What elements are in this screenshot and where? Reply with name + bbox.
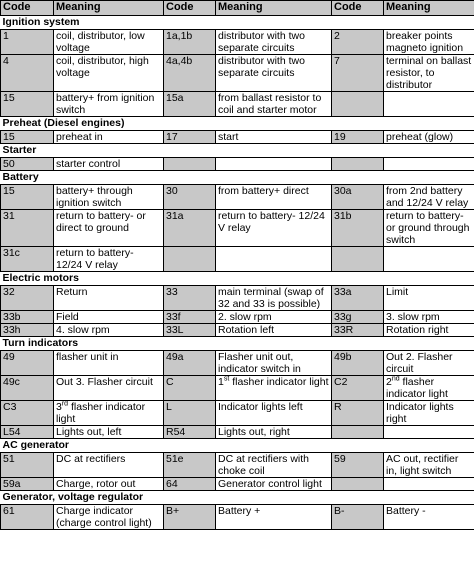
section-header-row	[1, 171, 474, 185]
meaning-cell: distributor with two separate circuits	[216, 30, 332, 55]
section-title: Turn indicators	[1, 337, 474, 351]
code-cell: R	[332, 401, 384, 426]
meaning-cell: Flasher unit out, indicator switch in	[216, 351, 332, 376]
code-cell: 32	[1, 286, 54, 311]
header-row	[1, 1, 474, 16]
table-row	[1, 351, 474, 376]
meaning-cell: preheat (glow)	[384, 131, 474, 144]
meaning-cell	[54, 401, 164, 426]
code-cell: 19	[332, 131, 384, 144]
ordinal-number: 2	[386, 376, 392, 388]
code-cell: 31	[1, 210, 54, 247]
code-cell: 59	[332, 453, 384, 478]
code-cell: 33L	[164, 324, 216, 337]
meaning-cell: 3. slow rpm	[384, 311, 474, 324]
meaning-cell: Out 2. Flasher circuit	[384, 351, 474, 376]
meaning-cell: Rotation left	[216, 324, 332, 337]
meaning-cell: Charge indicator (charge control light)	[54, 505, 164, 530]
section-header-row	[1, 272, 474, 286]
code-cell: 61	[1, 505, 54, 530]
code-cell: 4	[1, 55, 54, 92]
code-cell: 30a	[332, 185, 384, 210]
meaning-cell: battery+ from ignition switch	[54, 92, 164, 117]
section-title: Generator, voltage regulator	[1, 491, 474, 505]
meaning-cell: 4. slow rpm	[54, 324, 164, 337]
ordinal-suffix: st	[223, 375, 230, 383]
section-title: Battery	[1, 171, 474, 185]
column-header-meaning: Meaning	[54, 1, 164, 16]
column-header-code: Code	[1, 1, 54, 16]
meaning-cell: Field	[54, 311, 164, 324]
table-row	[1, 55, 474, 92]
code-cell: 49c	[1, 376, 54, 401]
code-cell: 49	[1, 351, 54, 376]
meaning-cell: Return	[54, 286, 164, 311]
code-cell: R54	[164, 426, 216, 439]
meaning-cell	[216, 158, 332, 171]
code-cell: 51e	[164, 453, 216, 478]
meaning-cell: from battery+ direct	[216, 185, 332, 210]
section-header-row	[1, 337, 474, 351]
code-cell: C2	[332, 376, 384, 401]
code-cell: 33R	[332, 324, 384, 337]
code-cell: 7	[332, 55, 384, 92]
code-cell: 33b	[1, 311, 54, 324]
meaning-cell	[384, 478, 474, 491]
code-cell	[164, 158, 216, 171]
table-row	[1, 311, 474, 324]
meaning-cell	[216, 376, 332, 401]
section-header-row	[1, 144, 474, 158]
code-cell: 31b	[332, 210, 384, 247]
column-header-meaning: Meaning	[384, 1, 474, 16]
code-cell: 33h	[1, 324, 54, 337]
code-cell: 15	[1, 185, 54, 210]
column-header-meaning: Meaning	[216, 1, 332, 16]
code-cell	[332, 92, 384, 117]
code-cell: 17	[164, 131, 216, 144]
section-title: Ignition system	[1, 16, 474, 30]
code-cell	[332, 478, 384, 491]
meaning-cell: breaker points magneto ignition	[384, 30, 474, 55]
table-row	[1, 92, 474, 117]
table-row	[1, 131, 474, 144]
code-cell: 51	[1, 453, 54, 478]
code-cell: 15	[1, 92, 54, 117]
meaning-cell: Indicator lights left	[216, 401, 332, 426]
table-row	[1, 401, 474, 426]
meaning-cell: start	[216, 131, 332, 144]
code-cell: 15	[1, 131, 54, 144]
meaning-cell: from ballast resistor to coil and starter motor	[216, 92, 332, 117]
table-row	[1, 426, 474, 439]
meaning-cell	[384, 376, 474, 401]
meaning-cell: return to battery- or ground through switch	[384, 210, 474, 247]
code-cell: B-	[332, 505, 384, 530]
table-row	[1, 286, 474, 311]
meaning-cell: Limit	[384, 286, 474, 311]
code-cell: 1a,1b	[164, 30, 216, 55]
table-row	[1, 376, 474, 401]
code-cell: 33a	[332, 286, 384, 311]
meaning-cell: starter control	[54, 158, 164, 171]
meaning-cell: return to battery- or direct to ground	[54, 210, 164, 247]
table-row	[1, 247, 474, 272]
meaning-cell: coil, distributor, low voltage	[54, 30, 164, 55]
code-cell: 4a,4b	[164, 55, 216, 92]
meaning-cell: return to battery- 12/24 V relay	[54, 247, 164, 272]
section-header-row	[1, 16, 474, 30]
meaning-cell: coil, distributor, high voltage	[54, 55, 164, 92]
meaning-cell: DC at rectifiers	[54, 453, 164, 478]
table-body	[1, 16, 474, 530]
ordinal-suffix: rd	[61, 400, 69, 408]
meaning-text: flasher indicator light	[229, 376, 329, 388]
code-cell: 33f	[164, 311, 216, 324]
meaning-cell: Charge, rotor out	[54, 478, 164, 491]
code-cell: L54	[1, 426, 54, 439]
code-cell: 1	[1, 30, 54, 55]
meaning-cell: flasher unit in	[54, 351, 164, 376]
code-cell: 59a	[1, 478, 54, 491]
code-cell: 15a	[164, 92, 216, 117]
code-cell: 49b	[332, 351, 384, 376]
code-cell: 49a	[164, 351, 216, 376]
meaning-cell	[384, 92, 474, 117]
meaning-cell: main terminal (swap of 32 and 33 is possible)	[216, 286, 332, 311]
code-cell: B+	[164, 505, 216, 530]
table-row	[1, 30, 474, 55]
section-header-row	[1, 117, 474, 131]
code-cell: 31c	[1, 247, 54, 272]
meaning-cell: 2. slow rpm	[216, 311, 332, 324]
code-cell: 30	[164, 185, 216, 210]
ordinal-suffix: nd	[391, 375, 400, 383]
meaning-cell: return to battery- 12/24 V relay	[216, 210, 332, 247]
code-cell: 33g	[332, 311, 384, 324]
table-row	[1, 478, 474, 491]
code-cell: 31a	[164, 210, 216, 247]
table-row	[1, 453, 474, 478]
table-row	[1, 158, 474, 171]
code-cell	[332, 426, 384, 439]
meaning-cell: distributor with two separate circuits	[216, 55, 332, 92]
code-cell	[332, 247, 384, 272]
section-title: Electric motors	[1, 272, 474, 286]
meaning-cell: Generator control light	[216, 478, 332, 491]
meaning-cell: from 2nd battery and 12/24 V relay	[384, 185, 474, 210]
meaning-cell: Rotation right	[384, 324, 474, 337]
section-header-row	[1, 439, 474, 453]
table-row	[1, 324, 474, 337]
code-cell	[164, 247, 216, 272]
table-row	[1, 505, 474, 530]
section-title: Preheat (Diesel engines)	[1, 117, 474, 131]
meaning-cell	[384, 158, 474, 171]
code-cell: 50	[1, 158, 54, 171]
column-header-code: Code	[164, 1, 216, 16]
code-cell: 33	[164, 286, 216, 311]
table-row	[1, 185, 474, 210]
code-cell: L	[164, 401, 216, 426]
meaning-text: flasher indicator light	[386, 376, 448, 400]
meaning-cell: Battery +	[216, 505, 332, 530]
ordinal-number: 3	[56, 401, 62, 413]
meaning-text: flasher indicator light	[56, 401, 146, 425]
meaning-cell: battery+ through ignition switch	[54, 185, 164, 210]
meaning-cell: Lights out, right	[216, 426, 332, 439]
meaning-cell: AC out, rectifier in, light switch	[384, 453, 474, 478]
meaning-cell: preheat in	[54, 131, 164, 144]
meaning-cell: Lights out, left	[54, 426, 164, 439]
ordinal-number: 1	[218, 376, 224, 388]
meaning-cell	[384, 247, 474, 272]
code-cell	[332, 158, 384, 171]
meaning-cell: Out 3. Flasher circuit	[54, 376, 164, 401]
meaning-cell: Battery -	[384, 505, 474, 530]
code-cell: 64	[164, 478, 216, 491]
meaning-cell: terminal on ballast resistor, to distributor	[384, 55, 474, 92]
table-row	[1, 210, 474, 247]
section-title: Starter	[1, 144, 474, 158]
meaning-cell: DC at rectifiers with choke coil	[216, 453, 332, 478]
code-cell: C3	[1, 401, 54, 426]
code-cell: 2	[332, 30, 384, 55]
meaning-cell	[384, 426, 474, 439]
meaning-cell: Indicator lights right	[384, 401, 474, 426]
section-title: AC generator	[1, 439, 474, 453]
code-cell: C	[164, 376, 216, 401]
meaning-cell	[216, 247, 332, 272]
column-header-code: Code	[332, 1, 384, 16]
section-header-row	[1, 491, 474, 505]
